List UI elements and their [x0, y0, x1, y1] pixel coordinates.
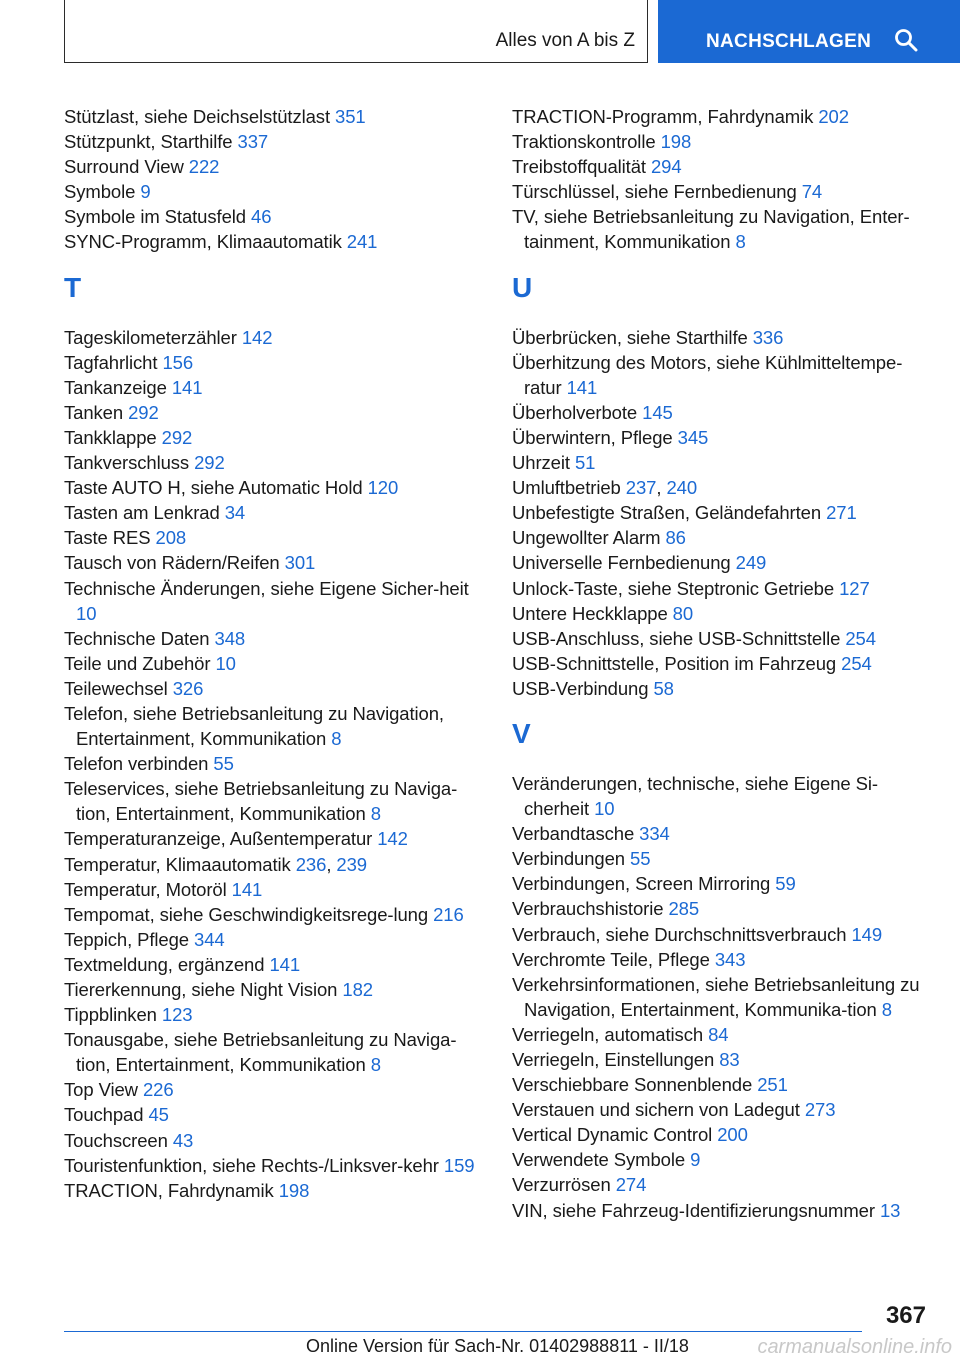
index-term: USB-Verbindung: [512, 677, 654, 699]
page-link[interactable]: 198: [278, 1179, 310, 1201]
index-term: Umluftbetrieb: [512, 477, 626, 499]
page-link[interactable]: 34: [224, 502, 246, 524]
page-link[interactable]: 351: [335, 106, 366, 127]
index-entry: [512, 104, 932, 129]
index-entry: [512, 550, 932, 575]
index-term: Verbindungen, Screen Mirroring: [512, 873, 776, 895]
page-link[interactable]: 156: [162, 351, 194, 373]
page-link[interactable]: 8: [881, 998, 892, 1020]
index-entry: [512, 576, 932, 601]
page-link[interactable]: 348: [214, 627, 246, 649]
index-term: Tiererkennung, siehe Night Vision: [64, 979, 343, 1000]
index-term: Verbrauch, siehe Durchschnittsverbrauch: [512, 923, 852, 945]
page-link[interactable]: 145: [642, 401, 673, 423]
page-link[interactable]: 141: [171, 376, 203, 398]
index-entry: [512, 972, 932, 1022]
page-link[interactable]: 337: [237, 131, 269, 153]
page-link[interactable]: 200: [717, 1124, 748, 1146]
index-entry: [64, 952, 484, 977]
index-entry: [64, 576, 484, 626]
page-link[interactable]: 8: [370, 1054, 381, 1076]
index-term: TV, siehe Betriebsanleitung zu Navigation, Enter-tainment, Kommunikation: [512, 206, 910, 253]
index-term: Vertical Dynamic Control: [512, 1124, 718, 1146]
index-term: Temperaturanzeige, Außentemperatur: [64, 828, 378, 850]
index-entry: [512, 425, 932, 450]
index-entry: [64, 425, 484, 450]
page-link[interactable]: 273: [804, 1099, 836, 1121]
page-link[interactable]: 141: [566, 376, 598, 398]
index-entry: [512, 154, 932, 179]
page-number: 367: [885, 1302, 926, 1329]
page-link[interactable]: 10: [594, 798, 615, 820]
index-entry: [512, 1072, 932, 1097]
index-entry: [64, 927, 484, 952]
index-entry: [512, 500, 932, 525]
page-link[interactable]: 159: [443, 1154, 475, 1176]
index-entry: [512, 676, 932, 701]
index-term: Uhrzeit: [512, 452, 575, 474]
index-entry: [64, 204, 484, 229]
index-term: Tankklappe: [64, 426, 162, 448]
page-link[interactable]: 43: [172, 1129, 194, 1151]
page-link[interactable]: 142: [377, 828, 408, 850]
index-term: Überhitzung des Motors, siehe Kühlmitteltempe-ratur: [512, 351, 903, 398]
index-entry: [64, 1077, 484, 1102]
index-term: Stützpunkt, Starthilfe: [64, 131, 238, 153]
index-entry: [512, 771, 932, 821]
index-term: Verbandtasche: [512, 823, 640, 845]
page-link[interactable]: 336: [752, 326, 784, 348]
page-link[interactable]: 226: [142, 1079, 174, 1101]
page-link[interactable]: 58: [653, 677, 674, 699]
page-link[interactable]: 237: [625, 477, 657, 499]
index-term: Stützlast, siehe Deichselstützlast: [64, 106, 336, 127]
index-term: Telefon, siehe Betriebsanleitung zu Navigation, Entertainment, Kommunikation: [64, 702, 444, 750]
index-entry: [64, 129, 484, 154]
index-term: Teppich, Pflege: [64, 928, 195, 950]
index-entry: [64, 450, 484, 475]
index-term: SYNC-Programm, Klimaautomatik: [64, 231, 347, 253]
index-term: Technische Änderungen, siehe Eigene Sicher-heit: [64, 577, 469, 599]
header-breadcrumb-box: [64, 0, 648, 63]
page-link[interactable]: 345: [677, 426, 709, 448]
page-link[interactable]: 149: [851, 923, 883, 945]
page-link[interactable]: 249: [735, 552, 767, 574]
index-entry: [64, 877, 484, 902]
index-term: Temperatur, Klimaautomatik: [64, 853, 296, 875]
page-link[interactable]: 86: [665, 527, 686, 549]
index-term: Touchpad: [64, 1104, 149, 1126]
index-entry: [64, 751, 484, 776]
page-link[interactable]: 292: [161, 426, 193, 448]
index-entry: [64, 325, 484, 350]
index-entry: [512, 475, 932, 500]
page-link[interactable]: 74: [801, 181, 823, 203]
index-term: Verschiebbare Sonnenblende: [512, 1074, 758, 1096]
page-link[interactable]: 301: [284, 552, 316, 574]
index-entry: [64, 1153, 484, 1178]
index-term: Unlock-Taste, siehe Steptronic Getriebe: [512, 577, 840, 599]
index-entry: [64, 977, 484, 1002]
index-entry: [64, 154, 484, 179]
page-link[interactable]: 251: [757, 1074, 788, 1096]
index-term: Verwendete Symbole: [512, 1149, 691, 1171]
index-entry: [512, 1198, 932, 1223]
page-link[interactable]: 292: [194, 452, 225, 474]
index-term: Touristenfunktion, siehe Rechts-/Linksver-kehr: [64, 1154, 444, 1176]
index-term: Teleservices, siehe Betriebsanleitung zu Naviga-tion, Entertainment, Kommunikation: [64, 778, 458, 825]
page-link[interactable]: 141: [231, 878, 263, 900]
page-link[interactable]: 222: [188, 156, 220, 178]
index-term: Telefon verbinden: [64, 753, 214, 775]
footer-divider: [64, 1331, 862, 1332]
index-entry: [512, 179, 932, 204]
section-letter-v: V: [512, 717, 531, 749]
page-link[interactable]: 294: [650, 156, 682, 178]
page-link[interactable]: 84: [708, 1023, 729, 1045]
page-link[interactable]: 10: [215, 652, 236, 674]
watermark: carmanualsonline.info: [757, 1336, 952, 1358]
index-entry: [64, 776, 484, 826]
search-icon[interactable]: [894, 28, 918, 57]
index-entry: [512, 821, 932, 846]
index-term: Surround View: [64, 156, 189, 178]
page-link[interactable]: 334: [639, 823, 670, 845]
page-link[interactable]: 271: [826, 502, 857, 524]
page-link[interactable]: 55: [213, 753, 234, 775]
index-term: Verbrauchshistorie: [512, 898, 669, 920]
page-link[interactable]: 13: [879, 1199, 901, 1221]
index-term: TRACTION-Programm, Fahrdynamik: [512, 106, 819, 127]
index-term: Tanken: [64, 401, 129, 423]
tab-label: NACHSCHLAGEN: [706, 31, 872, 52]
page-link[interactable]: 241: [346, 231, 378, 253]
page-link[interactable]: 83: [719, 1049, 740, 1070]
index-entry: [512, 1147, 932, 1172]
page-link[interactable]: 120: [367, 477, 399, 499]
index-term: Ungewollter Alarm: [512, 527, 666, 549]
index-entry: [64, 1178, 484, 1203]
page-link[interactable]: 123: [161, 1004, 193, 1026]
page-link[interactable]: 59: [775, 873, 796, 895]
index-term: Überwintern, Pflege: [512, 426, 678, 448]
index-term: TRACTION, Fahrdynamik: [64, 1179, 279, 1201]
section-letter-t: T: [64, 271, 82, 303]
index-entry: [64, 826, 484, 851]
page-link[interactable]: 142: [241, 326, 273, 348]
index-term: Taste RES: [64, 527, 156, 549]
page-link[interactable]: 182: [342, 979, 373, 1000]
index-entry: [64, 500, 484, 525]
index-entry: [64, 1027, 484, 1077]
page-link[interactable]: 51: [574, 452, 596, 474]
page-link[interactable]: 216: [433, 903, 464, 925]
index-entry: [512, 204, 932, 254]
index-entry: [64, 701, 484, 751]
page-separator: ,: [656, 477, 667, 499]
page-link[interactable]: 292: [128, 401, 159, 423]
section-letter-u: U: [512, 271, 533, 303]
index-entry: [512, 1172, 932, 1197]
index-term: Verstauen und sichern von Ladegut: [512, 1099, 805, 1121]
page-link[interactable]: 274: [615, 1174, 647, 1196]
index-term: Temperatur, Motoröl: [64, 878, 232, 900]
page-link[interactable]: 141: [269, 953, 301, 975]
index-entry: [64, 852, 484, 877]
index-term: Symbole im Statusfeld: [64, 206, 251, 228]
index-term: USB-Schnittstelle, Position im Fahrzeug: [512, 652, 842, 674]
index-entry: [64, 400, 484, 425]
index-term: Tankanzeige: [64, 376, 172, 398]
index-entry: [512, 601, 932, 626]
page-link[interactable]: 9: [690, 1149, 701, 1171]
page-link[interactable]: 254: [841, 652, 872, 674]
index-entry: [64, 104, 484, 129]
index-term: Touchscreen: [64, 1129, 173, 1151]
page-link[interactable]: 8: [735, 231, 746, 253]
index-term: VIN, siehe Fahrzeug-Identifizierungsnummer: [512, 1199, 880, 1221]
index-entry: [64, 1102, 484, 1127]
index-entry: [512, 1097, 932, 1122]
page-link[interactable]: 9: [140, 181, 151, 203]
index-term: Veränderungen, technische, siehe Eigene Si-cherheit: [512, 772, 878, 820]
index-entry: [512, 626, 932, 651]
index-term: Teilewechsel: [64, 677, 173, 699]
page-link[interactable]: 208: [155, 527, 187, 549]
index-term: Untere Heckklappe: [512, 602, 673, 624]
index-term: Tempomat, siehe Geschwindigkeitsrege-lung: [64, 903, 434, 925]
footer-text: Online Version für Sach-Nr. 01402988811 - II/18: [306, 1336, 689, 1356]
index-term: Teile und Zubehör: [64, 652, 216, 674]
index-entry: [64, 179, 484, 204]
page-link[interactable]: 127: [839, 577, 870, 599]
index-term: Unbefestigte Straßen, Geländefahrten: [512, 502, 827, 524]
page-link[interactable]: 8: [331, 728, 342, 750]
index-entry: [64, 350, 484, 375]
index-term: USB-Anschluss, siehe USB-Schnittstelle: [512, 627, 846, 649]
index-term: Verbindungen: [512, 848, 631, 870]
index-entry: [64, 626, 484, 651]
index-entry: [64, 475, 484, 500]
index-term: Textmeldung, ergänzend: [64, 953, 270, 975]
index-entry: [512, 525, 932, 550]
index-term: Treibstoffqualität: [512, 156, 651, 178]
tab-nachschlagen[interactable]: [658, 0, 960, 63]
page-link[interactable]: 45: [148, 1104, 169, 1126]
index-entry: [64, 1128, 484, 1153]
index-term: Verriegeln, Einstellungen: [512, 1049, 720, 1070]
page-link[interactable]: 239: [336, 853, 367, 875]
index-term: Taste AUTO H, siehe Automatic Hold: [64, 477, 368, 499]
page-link[interactable]: 198: [660, 131, 692, 153]
index-entry: [512, 846, 932, 871]
index-term: Überbrücken, siehe Starthilfe: [512, 326, 753, 348]
index-entry: [512, 1047, 932, 1072]
index-entry: [64, 550, 484, 575]
index-entry: [64, 229, 484, 254]
page-link[interactable]: 236: [295, 853, 327, 875]
index-entry: [64, 651, 484, 676]
page-link[interactable]: 10: [76, 602, 97, 624]
index-term: Tonausgabe, siehe Betriebsanleitung zu Naviga-tion, Entertainment, Kommunikation: [64, 1029, 457, 1076]
index-entry: [512, 871, 932, 896]
page-link[interactable]: 46: [251, 206, 272, 228]
page-link[interactable]: 285: [668, 898, 700, 920]
index-entry: [64, 676, 484, 701]
index-term: Verkehrsinformationen, siehe Betriebsanleitung zu Navigation, Entertainment, Kommunika-tion: [512, 973, 920, 1020]
page-link[interactable]: 8: [370, 803, 381, 825]
index-term: Universelle Fernbedienung: [512, 552, 736, 574]
index-entry: [512, 922, 932, 947]
index-term: Verriegeln, automatisch: [512, 1023, 709, 1045]
page-link[interactable]: 202: [818, 106, 849, 127]
index-entry: [512, 947, 932, 972]
page-link[interactable]: 55: [630, 848, 651, 870]
index-term: Technische Daten: [64, 627, 215, 649]
index-entry: [512, 129, 932, 154]
page-link[interactable]: 344: [194, 928, 225, 950]
index-entry: [512, 896, 932, 921]
index-term: Verzurrösen: [512, 1174, 616, 1196]
index-term: Türschlüssel, siehe Fernbedienung: [512, 181, 802, 203]
index-term: Traktionskontrolle: [512, 131, 661, 153]
index-term: Tippblinken: [64, 1004, 162, 1026]
index-entry: [512, 325, 932, 350]
page-link[interactable]: 80: [672, 602, 694, 624]
page-link[interactable]: 240: [666, 477, 698, 499]
index-entry: [512, 350, 932, 400]
page-link[interactable]: 343: [714, 948, 746, 970]
index-entry: [64, 902, 484, 927]
index-term: Top View: [64, 1079, 143, 1101]
index-entry: [64, 1002, 484, 1027]
index-term: Symbole: [64, 181, 141, 203]
index-term: Tankverschluss: [64, 452, 195, 474]
index-entry: [512, 450, 932, 475]
index-term: Tageskilometerzähler: [64, 326, 242, 348]
index-term: Überholverbote: [512, 401, 643, 423]
index-entry: [512, 400, 932, 425]
index-entry: [512, 651, 932, 676]
page-link[interactable]: 326: [172, 677, 204, 699]
index-entry: [512, 1022, 932, 1047]
index-column-right: [512, 104, 932, 1223]
index-entry: [512, 1122, 932, 1147]
index-entry: [64, 375, 484, 400]
index-term: Tasten am Lenkrad: [64, 502, 225, 524]
index-term: Tausch von Rädern/Reifen: [64, 552, 285, 574]
index-column-left: [64, 104, 484, 1203]
breadcrumb[interactable]: Alles von A bis Z: [495, 30, 635, 51]
index-term: Verchromte Teile, Pflege: [512, 948, 715, 970]
page-link[interactable]: 254: [845, 627, 876, 649]
index-term: Tagfahrlicht: [64, 351, 163, 373]
page-separator: ,: [326, 853, 337, 875]
index-entry: [64, 525, 484, 550]
